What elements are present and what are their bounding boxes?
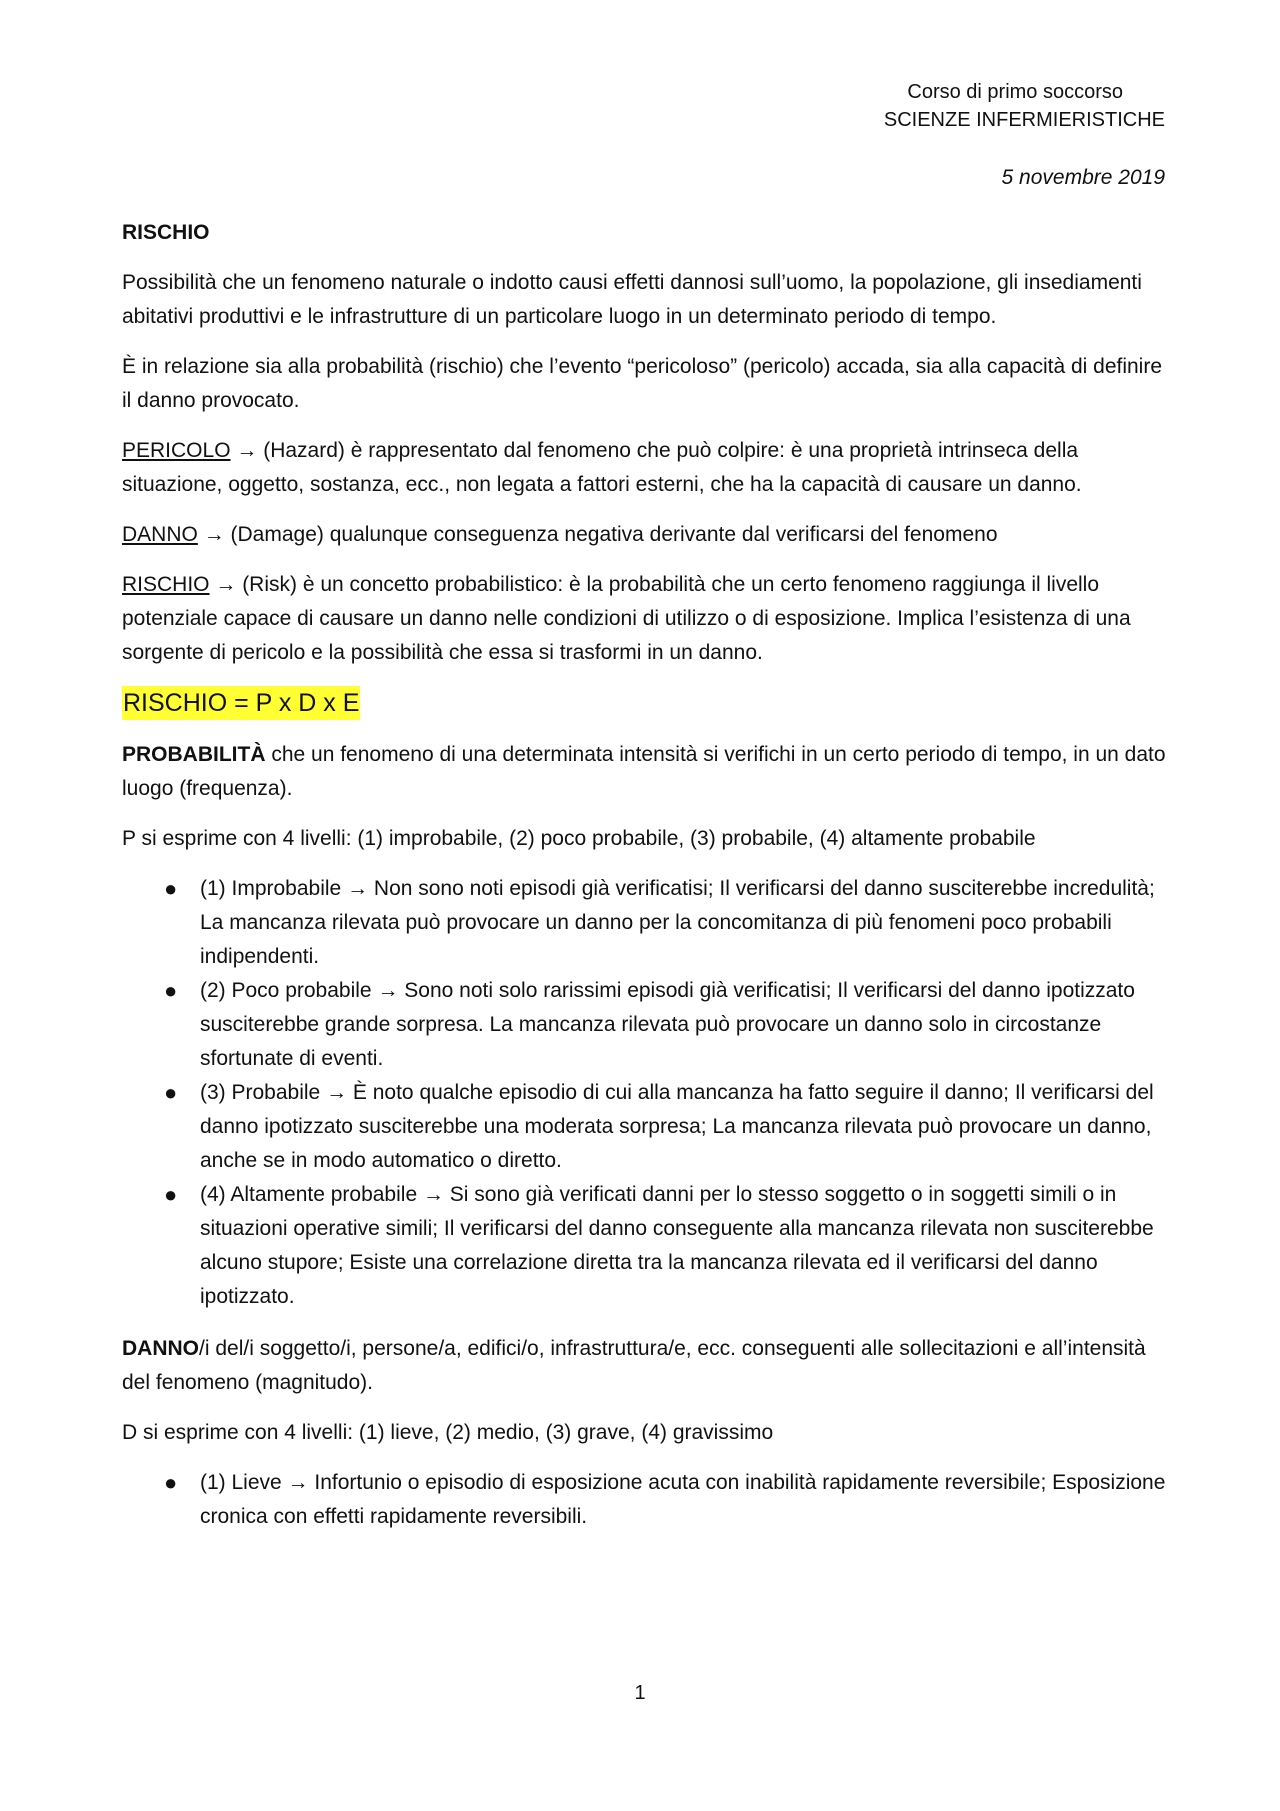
probabilita-text: che un fenomeno di una determinata intensità si verifichi in un certo periodo di tempo, in un dato luogo (frequenza). [122,743,1166,800]
course-name: Corso di primo soccorso [907,81,1123,103]
relation-paragraph: È in relazione sia alla probabilità (rischio) che l’evento “pericoloso” (pericolo) accada, sia alla capacità di definire il danno provocato. [122,355,1163,412]
arrow-icon: → [203,523,225,546]
list-item [122,872,1172,974]
definition-rischio [122,568,1172,670]
definition-text: (Hazard) è rappresentato dal fenomeno che può colpire: è una proprietà intrinseca della situazione, oggetto, sostanza, ecc., non legata a fattori esterni, che ha la capacità di causare un danno. [122,439,1082,496]
probability-level-list [122,872,1172,1314]
bullet-icon: ● [164,1182,178,1207]
document-date: 5 novembre 2019 [1001,166,1165,189]
term-pericolo: PERICOLO [122,439,231,462]
formula-line [122,686,1172,722]
page-number: 1 [634,1682,646,1704]
section-title: RISCHIO [122,221,210,244]
danno-paragraph [122,1332,1172,1400]
arrow-icon: → [287,1471,309,1494]
intro-paragraph: Possibilità che un fenomeno naturale o indotto causi effetti dannosi sull’uomo, la popolazione, gli insediamenti abitativi produttivi e le infrastrutture di un particolare luogo in un determinato periodo di tempo. [122,271,1142,328]
level-text: Non sono noti episodi già verificatisi; Il verificarsi del danno susciterebbe incredulità; La mancanza rilevata può provocare un danno per la concomitanza di più fenomeni poco probabili indipendenti. [200,877,1155,968]
term-danno-bold: DANNO [122,1337,199,1360]
danno-text: /i del/i soggetto/i, persone/a, edifici/o, infrastruttura/e, ecc. conseguenti alle sollecitazioni e all’intensità del fenomeno (magnitudo). [122,1337,1146,1394]
definition-text: (Risk) è un concetto probabilistico: è la probabilità che un certo fenomeno raggiunga il livello potenziale capace di causare un danno nelle condizioni di utilizzo o di esposizione. Implica l’esistenza di una sorgente di pericolo e la possibilità che essa si trasformi in un danno. [122,573,1131,664]
damage-levels-intro: D si esprime con 4 livelli: (1) lieve, (2) medio, (3) grave, (4) gravissimo [122,1421,774,1444]
definition-text: (Damage) qualunque conseguenza negativa derivante dal verificarsi del fenomeno [224,523,998,546]
level-label: (2) Poco probabile [200,979,378,1002]
level-label: (3) Probabile [200,1081,327,1104]
level-label: (1) Lieve [200,1471,288,1494]
term-probabilita: PROBABILITÀ [122,743,266,766]
level-text: Infortunio o episodio di esposizione acuta con inabilità rapidamente reversibile; Esposizione cronica con effetti rapidamente reversibili. [200,1471,1166,1528]
list-item [122,974,1172,1076]
level-text: È noto qualche episodio di cui alla mancanza ha fatto seguire il danno; Il verificarsi del danno ipotizzato susciterebbe una moderata sorpresa; La mancanza rilevata può provocare un danno, anche se in modo automatico o diretto. [200,1081,1154,1172]
level-label: (4) Altamente probabile [200,1183,423,1206]
list-item [122,1076,1172,1178]
bullet-icon: ● [164,876,178,901]
list-item [122,1178,1172,1314]
probability-levels-intro: P si esprime con 4 livelli: (1) improbabile, (2) poco probabile, (3) probabile, (4) altamente probabile [122,827,1036,850]
program-name: SCIENZE INFERMIERISTICHE [883,109,1165,131]
damage-level-list [122,1466,1172,1534]
level-label: (1) Improbabile [200,877,348,900]
bullet-icon: ● [164,978,178,1003]
arrow-icon: → [236,439,258,462]
term-danno: DANNO [122,523,198,546]
list-item [122,1466,1172,1534]
bullet-icon: ● [164,1080,178,1105]
bullet-icon: ● [164,1470,178,1495]
term-rischio: RISCHIO [122,573,210,596]
definition-pericolo [122,434,1172,502]
arrow-icon: → [215,573,237,596]
arrow-icon: → [422,1183,444,1206]
document-body [122,216,1172,1552]
level-text: Sono noti solo rarissimi episodi già verificatisi; Il verificarsi del danno ipotizzato susciterebbe grande sorpresa. La mancanza rilevata può provocare un danno solo in circostanze sfortunate di eventi. [200,979,1135,1070]
arrow-icon: → [326,1081,348,1104]
arrow-icon: → [377,979,399,1002]
probabilita-paragraph [122,738,1172,806]
document-header [884,78,1165,134]
definition-danno [122,518,1172,552]
level-text: Si sono già verificati danni per lo stesso soggetto o in soggetti simili o in situazioni operative simili; Il verificarsi del danno conseguente alla mancanza rilevata non susciterebbe alcuno stupore; Esiste una correlazione diretta tra la mancanza rilevata ed il verificarsi del danno ipotizzato. [200,1183,1154,1308]
risk-formula: RISCHIO = P x D x E [122,686,360,720]
arrow-icon: → [347,877,369,900]
